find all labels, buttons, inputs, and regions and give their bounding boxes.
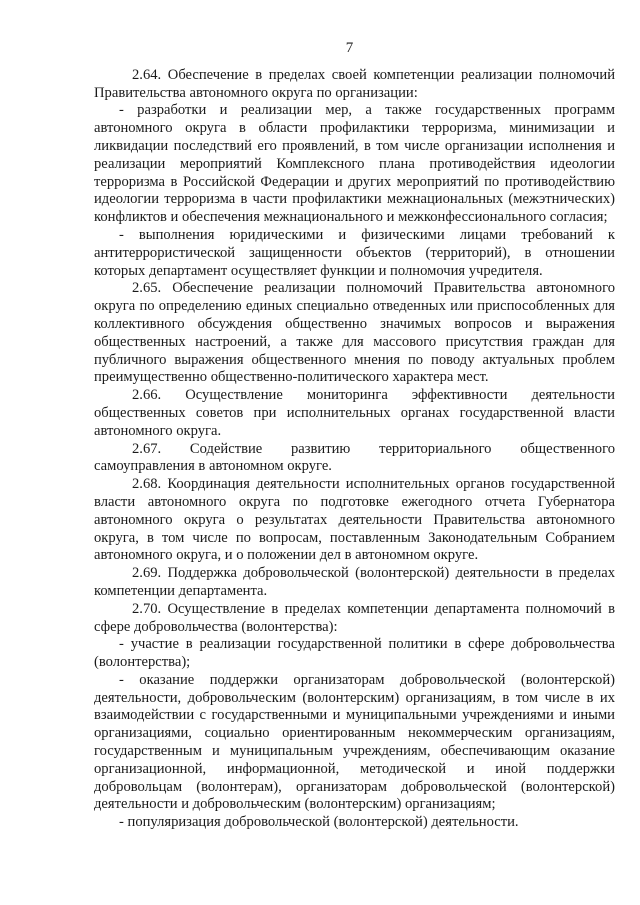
dash-item-state-policy: - участие в реализации государственной политики в сфере добровольчества (волонтерства);	[94, 636, 615, 671]
document-body	[94, 67, 615, 832]
page-number: 7	[345, 40, 354, 56]
paragraph-2-70: 2.70. Осуществление в пределах компетенции департамента полномочий в сфере добровольчества (волонтерства):	[94, 600, 615, 635]
paragraph-2-67: 2.67. Содействие развитию территориального общественного самоуправления в автономном округе.	[94, 440, 615, 475]
dash-item-antiterrorist-protection: - выполнения юридическими и физическими лицами требований к антитеррористической защищенности объектов (территорий), в отношении которых департамент осуществляет функции и полномочия учредителя.	[94, 226, 615, 279]
paragraph-2-64: 2.64. Обеспечение в пределах своей компетенции реализации полномочий Правительства автономного округа по организации:	[94, 66, 615, 101]
paragraph-2-69: 2.69. Поддержка добровольческой (волонтерской) деятельности в пределах компетенции департамента.	[94, 565, 615, 599]
paragraph-2-65: 2.65. Обеспечение реализации полномочий Правительства автономного округа по определению единых специально отведенных или приспособленных для коллективного обсуждения общественно значимых вопросов и выражения общественных настроений, а также для массового присутствия граждан для публичного выражения общественного мнения по поводу актуальных проблем преимущественно общественно-политического характера мест.	[94, 280, 615, 386]
dash-item-volunteer-support: - оказание поддержки организаторам добровольческой (волонтерской) деятельности, добровольческим (волонтерским) организациям, в том числе в их взаимодействии с государственными и муниципальными учреждениями и иными организациями, социально ориентированным некоммерческим организациям, государственным и муниципальным учреждениям, обеспечивающим оказание организационной, информационной, методической и иной поддержки добровольцам (волонтерам), организаторам добровольческой (волонтерской) деятельности и добровольческим (волонтерским) организациям;	[94, 671, 615, 813]
dash-item-popularization: - популяризация добровольческой (волонтерской) деятельности.	[119, 814, 519, 831]
paragraph-2-66: 2.66. Осуществление мониторинга эффективности деятельности общественных советов при исполнительных органах государственной власти автономного округа.	[94, 387, 615, 439]
paragraph-2-68: 2.68. Координация деятельности исполнительных органов государственной власти автономного округа по подготовке ежегодного отчета Губернатора автономного округа о результатах деятельности Правительства автономного округа, в том числе по вопросам, поставленным Законодательным Собранием автономного округа, и о положении дел в автономном округе.	[94, 476, 615, 564]
dash-item-counterterrorism-programs: - разработки и реализации мер, а также государственных программ автономного округа в области профилактики терроризма, минимизации и ликвидации последствий его проявлений, в том числе организации исполнения и реализации мероприятий Комплексного плана противодействия идеологии терроризма в Российской Федерации и других мероприятий по противодействию идеологии терроризма в части профилактики межнациональных (межэтнических) конфликтов и обеспечения межнационального и межконфессионального согласия;	[94, 102, 615, 226]
